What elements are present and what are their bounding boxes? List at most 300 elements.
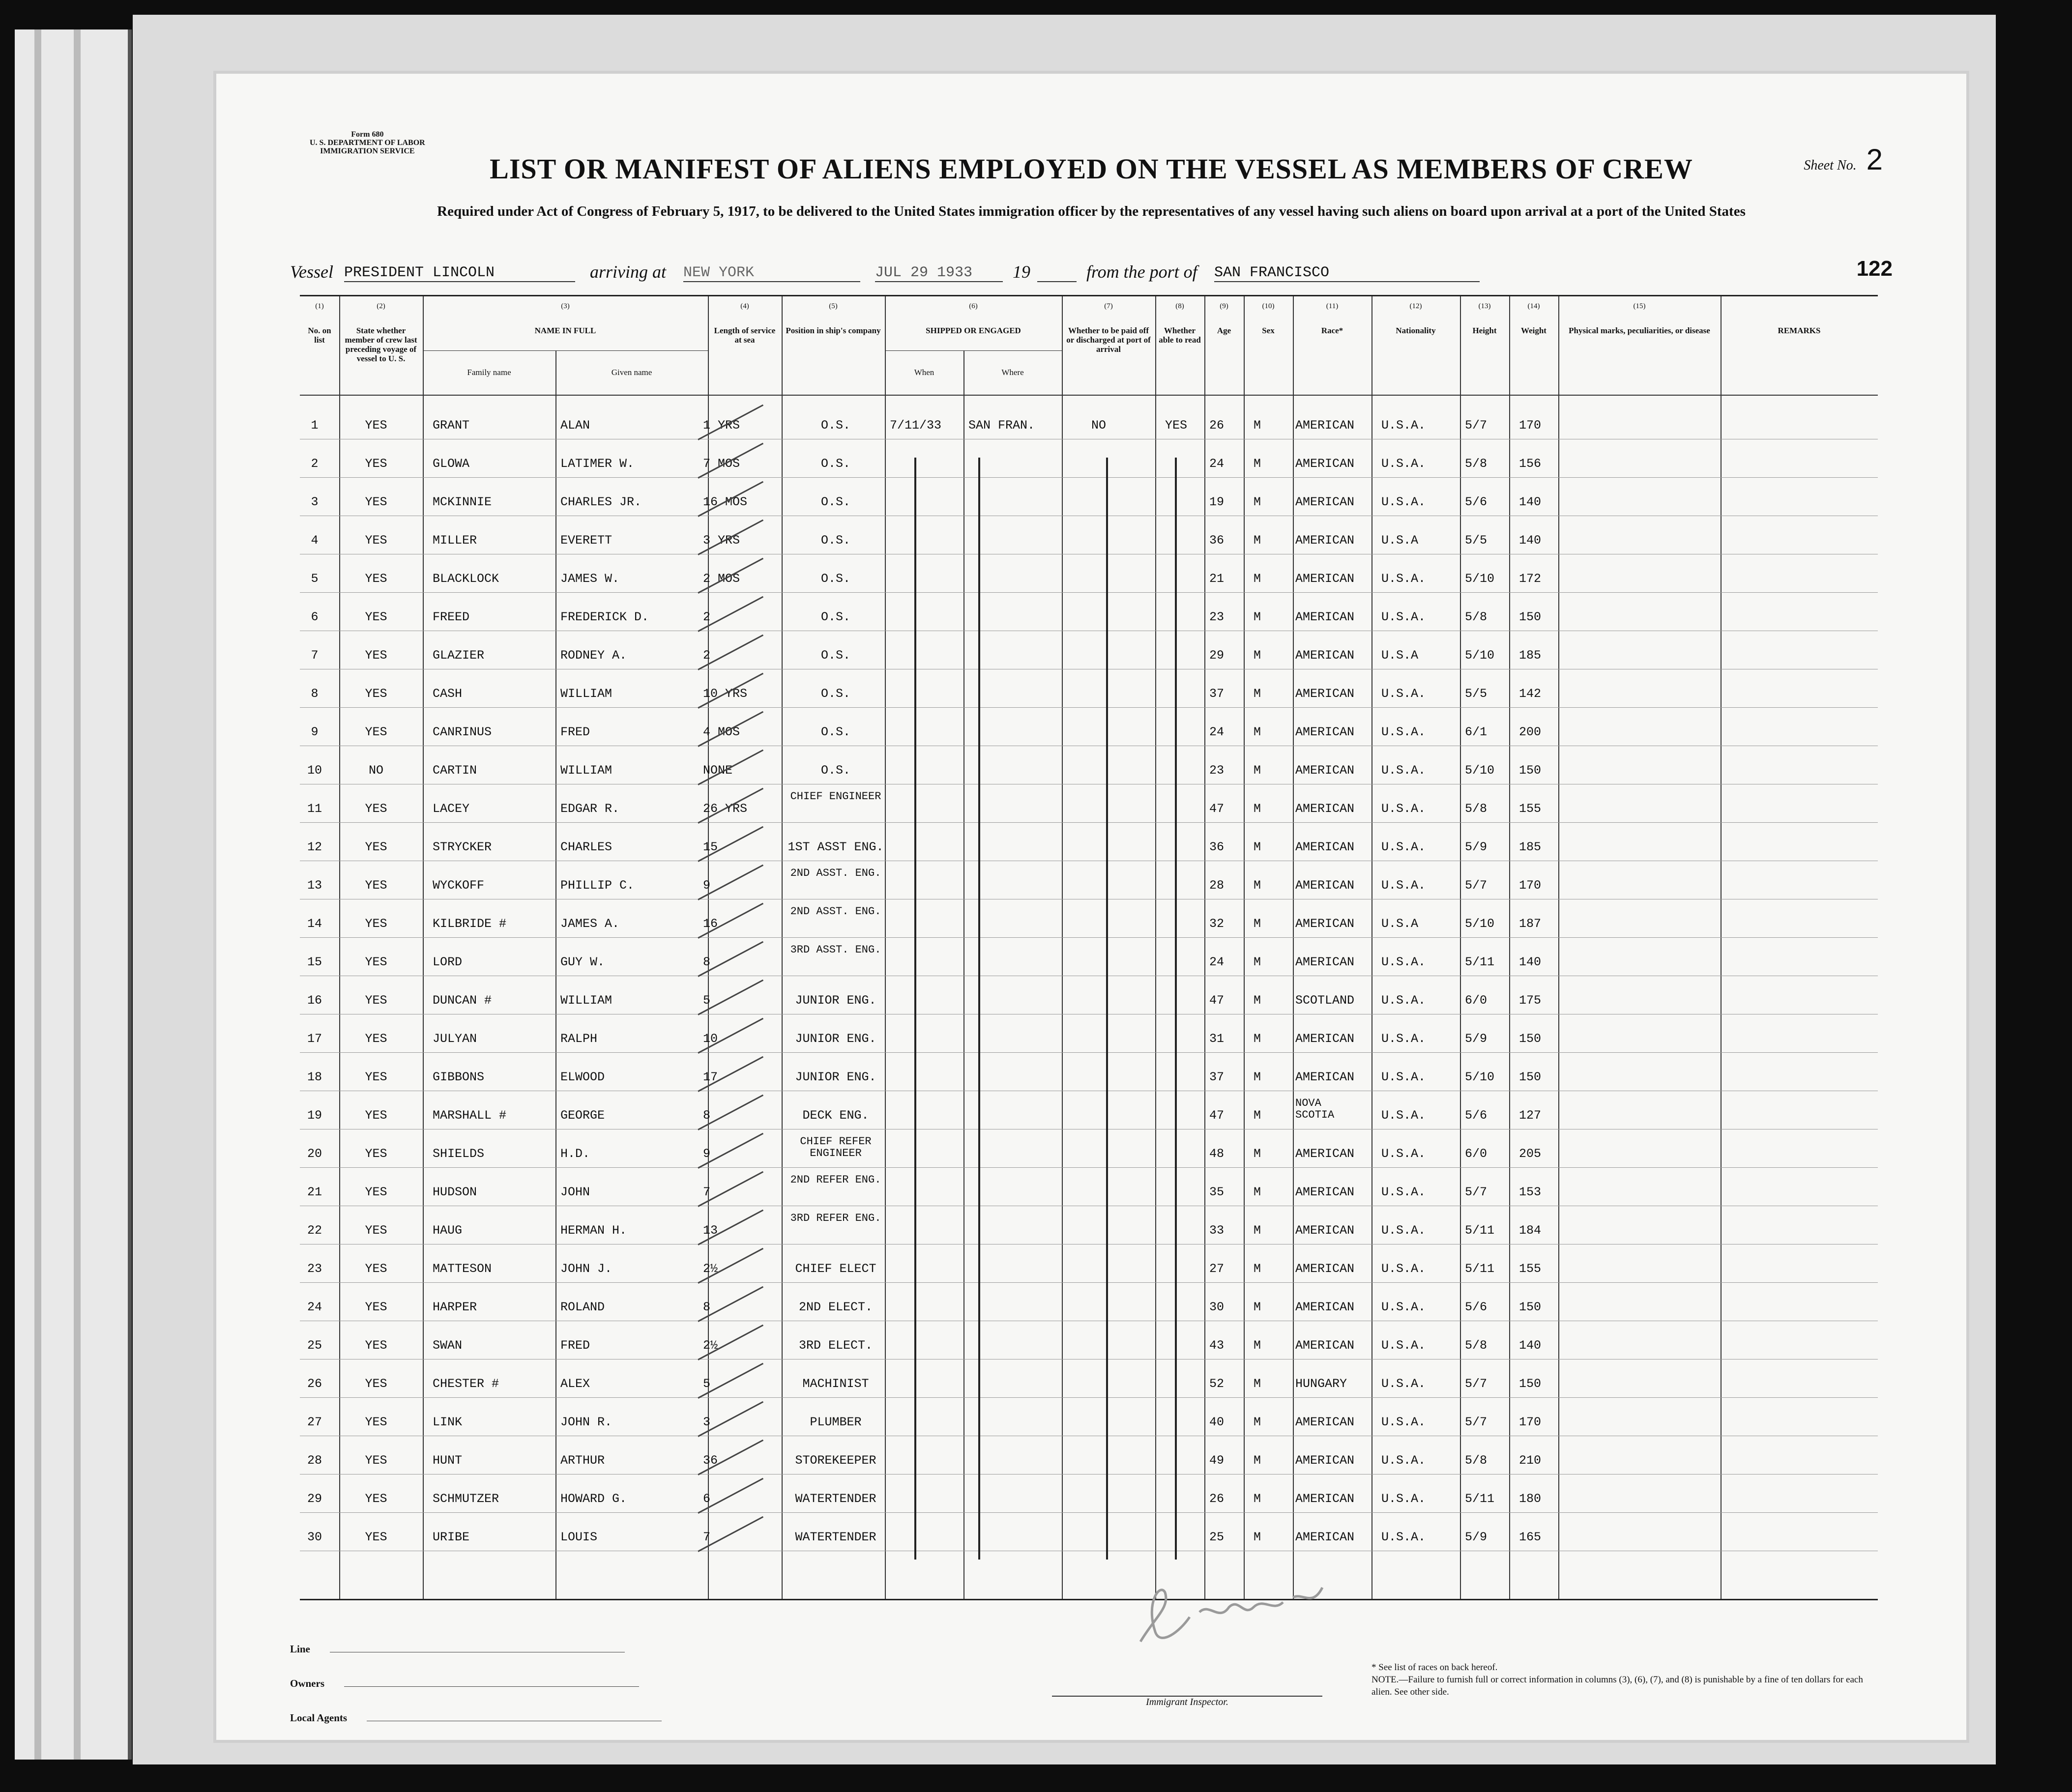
- column-rule: [1558, 296, 1559, 1599]
- row-rule: [300, 1512, 1878, 1513]
- cell-prev: YES: [365, 840, 387, 854]
- cell-position: 2ND ELECT.: [798, 1300, 873, 1314]
- cell-weight: 140: [1519, 1338, 1542, 1353]
- cell-height: 5/7: [1465, 1185, 1488, 1199]
- cell-position: 2ND REFER ENG.: [790, 1174, 881, 1186]
- cell-nat: U.S.A.: [1381, 1530, 1426, 1544]
- cell-no: 29: [307, 1492, 322, 1506]
- cell-service: 10: [703, 1032, 718, 1046]
- column-header: Nationality: [1396, 326, 1436, 335]
- cell-family: STRYCKER: [433, 840, 492, 854]
- cell-race: AMERICAN: [1295, 1185, 1355, 1199]
- cell-no: 6: [311, 610, 319, 624]
- cell-nat: U.S.A.: [1381, 802, 1426, 816]
- cell-position: STOREKEEPER: [795, 1453, 876, 1468]
- cell-position: O.S.: [820, 572, 850, 586]
- cell-age: 32: [1209, 917, 1225, 931]
- cell-sex: M: [1254, 1032, 1261, 1046]
- cell-weight: 150: [1519, 1300, 1542, 1314]
- cell-service: 7: [703, 1185, 711, 1199]
- cell-nat: U.S.A.: [1381, 840, 1426, 854]
- cell-race: AMERICAN: [1295, 1032, 1355, 1046]
- cell-weight: 140: [1519, 495, 1542, 509]
- owners-field: [290, 1666, 662, 1701]
- cell-age: 52: [1209, 1377, 1225, 1391]
- cell-sex: M: [1254, 495, 1261, 509]
- cell-nat: U.S.A.: [1381, 1147, 1426, 1161]
- cell-weight: 140: [1519, 533, 1542, 548]
- cell-position: O.S.: [820, 610, 850, 624]
- binder-edge: [15, 29, 132, 1760]
- column-number: (11): [1326, 302, 1339, 310]
- footer-fields: [290, 1632, 662, 1735]
- cell-service: 6: [703, 1492, 711, 1506]
- cell-service: 16: [703, 917, 718, 931]
- cell-nat: U.S.A.: [1381, 1338, 1426, 1353]
- year-field: [1037, 281, 1077, 282]
- cell-age: 29: [1209, 648, 1225, 663]
- cell-prev: YES: [365, 648, 387, 663]
- cell-given: HOWARD G.: [560, 1492, 627, 1506]
- column-rule: [1293, 296, 1294, 1599]
- cell-no: 13: [307, 878, 322, 893]
- cell-prev: YES: [365, 1338, 387, 1353]
- cell-age: 23: [1209, 763, 1225, 778]
- cell-no: 8: [311, 687, 319, 701]
- cell-position: WATERTENDER: [795, 1530, 876, 1544]
- cell-sex: M: [1254, 1070, 1261, 1084]
- cell-position: O.S.: [820, 725, 850, 739]
- cell-service: 9: [703, 1147, 711, 1161]
- cell-height: 5/8: [1465, 610, 1488, 624]
- page-subtitle: Required under Act of Congress of February 5, 1917, to be delivered to the United States immigration officer by the representatives of any vessel having such aliens on board upon arrival at a port of the United States: [437, 203, 1746, 219]
- cell-given: WILLIAM: [560, 687, 613, 701]
- cell-given: LOUIS: [560, 1530, 598, 1544]
- cell-service: NONE: [703, 763, 733, 778]
- cell-race: AMERICAN: [1295, 418, 1355, 433]
- cell-position: CHIEF REFER ENGINEER: [800, 1135, 872, 1159]
- cell-service: 5: [703, 993, 711, 1008]
- cell-prev: YES: [365, 1108, 387, 1123]
- cell-prev: YES: [365, 533, 387, 548]
- column-rule: [1509, 296, 1510, 1599]
- cell-sex: M: [1254, 1453, 1261, 1468]
- row-rule: [300, 1167, 1878, 1168]
- cell-service: 26 YRS: [703, 802, 748, 816]
- column-number: (4): [740, 302, 749, 310]
- cell-no: 12: [307, 840, 322, 854]
- cell-family: GLAZIER: [433, 648, 485, 663]
- cell-position: 3RD ELECT.: [798, 1338, 873, 1353]
- cell-no: 14: [307, 917, 322, 931]
- cell-position: O.S.: [820, 418, 850, 433]
- subcolumn-header: Where: [1001, 368, 1024, 377]
- cell-prev: YES: [365, 1185, 387, 1199]
- cell-age: 23: [1209, 610, 1225, 624]
- cell-no: 26: [307, 1377, 322, 1391]
- column-header: REMARKS: [1778, 326, 1821, 335]
- cell-age: 37: [1209, 1070, 1225, 1084]
- row-rule: [300, 937, 1878, 938]
- cell-given: JOHN: [560, 1185, 590, 1199]
- cell-prev: YES: [365, 418, 387, 433]
- cell-given: FRED: [560, 725, 590, 739]
- cell-race: AMERICAN: [1295, 1262, 1355, 1276]
- cell-weight: 175: [1519, 993, 1542, 1008]
- cell-sex: M: [1254, 457, 1261, 471]
- cell-height: 5/10: [1465, 763, 1495, 778]
- cell-sex: M: [1254, 1530, 1261, 1544]
- cell-service: 2½: [703, 1338, 718, 1353]
- cell-prev: YES: [365, 457, 387, 471]
- cell-prev: NO: [368, 763, 383, 778]
- cell-height: 5/11: [1465, 1223, 1495, 1238]
- cell-race: AMERICAN: [1295, 457, 1355, 471]
- cell-height: 5/9: [1465, 840, 1488, 854]
- cell-given: RODNEY A.: [560, 648, 627, 663]
- cell-prev: YES: [365, 802, 387, 816]
- column-header: Race*: [1321, 326, 1343, 335]
- ditto-mark: [978, 458, 980, 1560]
- subcolumn-header: Given name: [611, 368, 652, 377]
- cell-given: FREDERICK D.: [560, 610, 649, 624]
- form-header: [310, 130, 425, 155]
- cell-no: 25: [307, 1338, 322, 1353]
- cell-weight: 153: [1519, 1185, 1542, 1199]
- column-header: SHIPPED OR ENGAGED: [926, 326, 1021, 335]
- column-rule: [1062, 296, 1063, 1599]
- sheet-value: 2: [1866, 143, 1883, 176]
- cell-no: 11: [307, 802, 322, 816]
- cell-age: 26: [1209, 1492, 1225, 1506]
- cell-prev: YES: [365, 1415, 387, 1429]
- cell-given: PHILLIP C.: [560, 878, 635, 893]
- cell-position: O.S.: [820, 687, 850, 701]
- cell-height: 5/9: [1465, 1530, 1488, 1544]
- row-rule: [300, 477, 1878, 478]
- cell-weight: 172: [1519, 572, 1542, 586]
- cell-nat: U.S.A.: [1381, 1300, 1426, 1314]
- cell-nat: U.S.A: [1381, 533, 1419, 548]
- cell-nat: U.S.A.: [1381, 1185, 1426, 1199]
- cell-given: ALAN: [560, 418, 590, 433]
- cell-no: 23: [307, 1262, 322, 1276]
- cell-no: 10: [307, 763, 322, 778]
- cell-nat: U.S.A.: [1381, 725, 1426, 739]
- cell-race: AMERICAN: [1295, 495, 1355, 509]
- cell-family: MATTESON: [433, 1262, 492, 1276]
- column-header: Physical marks, peculiarities, or disease: [1569, 326, 1710, 335]
- cell-race: AMERICAN: [1295, 878, 1355, 893]
- cell-weight: 210: [1519, 1453, 1542, 1468]
- cell-service: 17: [703, 1070, 718, 1084]
- column-number: (2): [377, 302, 385, 310]
- column-header: Whether able to read: [1159, 326, 1201, 345]
- cell-no: 3: [311, 495, 319, 509]
- column-rule: [423, 296, 424, 1599]
- cell-race: AMERICAN: [1295, 1223, 1355, 1238]
- cell-given: JOHN J.: [560, 1262, 613, 1276]
- cell-weight: 150: [1519, 1070, 1542, 1084]
- line-label: Line: [290, 1643, 310, 1655]
- cell-given: JAMES A.: [560, 917, 620, 931]
- cell-prev: YES: [365, 1070, 387, 1084]
- column-number: (5): [829, 302, 838, 310]
- cell-age: 31: [1209, 1032, 1225, 1046]
- cell-given: WILLIAM: [560, 763, 613, 778]
- cell-sex: M: [1254, 1492, 1261, 1506]
- cell-height: 6/0: [1465, 993, 1488, 1008]
- cell-age: 21: [1209, 572, 1225, 586]
- cell-given: ROLAND: [560, 1300, 605, 1314]
- cell-given: JOHN R.: [560, 1415, 613, 1429]
- cell-family: SWAN: [433, 1338, 463, 1353]
- cell-service: 1 YRS: [703, 418, 740, 433]
- binder-strip: [34, 29, 41, 1760]
- cell-age: 28: [1209, 878, 1225, 893]
- cell-position: 3RD REFER ENG.: [790, 1212, 881, 1224]
- cell-race: AMERICAN: [1295, 1453, 1355, 1468]
- cell-race: AMERICAN: [1295, 840, 1355, 854]
- cell-given: GUY W.: [560, 955, 605, 969]
- service: IMMIGRATION SERVICE: [320, 147, 415, 155]
- cell-position: O.S.: [820, 495, 850, 509]
- vessel-line: [290, 256, 1888, 285]
- cell-nat: U.S.A.: [1381, 1453, 1426, 1468]
- cell-weight: 184: [1519, 1223, 1542, 1238]
- cell-weight: 205: [1519, 1147, 1542, 1161]
- cell-weight: 187: [1519, 917, 1542, 931]
- cell-service: 2: [703, 648, 711, 663]
- cell-race: AMERICAN: [1295, 610, 1355, 624]
- cell-age: 37: [1209, 687, 1225, 701]
- subcolumn-header: When: [914, 368, 934, 377]
- cell-sex: M: [1254, 610, 1261, 624]
- cell-race: AMERICAN: [1295, 1530, 1355, 1544]
- cell-prev: YES: [365, 1453, 387, 1468]
- cell-height: 5/9: [1465, 1032, 1488, 1046]
- cell-nat: U.S.A.: [1381, 1223, 1426, 1238]
- cell-service: 3 YRS: [703, 533, 740, 548]
- cell-position: PLUMBER: [810, 1415, 862, 1429]
- cell-race: AMERICAN: [1295, 1070, 1355, 1084]
- cell-nat: U.S.A.: [1381, 1492, 1426, 1506]
- cell-race: AMERICAN: [1295, 1415, 1355, 1429]
- cell-height: 5/10: [1465, 572, 1495, 586]
- cell-weight: 170: [1519, 878, 1542, 893]
- cell-position: O.S.: [820, 533, 850, 548]
- cell-height: 6/1: [1465, 725, 1488, 739]
- cell-sex: M: [1254, 725, 1261, 739]
- cell-height: 5/11: [1465, 1262, 1495, 1276]
- cell-nat: U.S.A.: [1381, 610, 1426, 624]
- cell-sex: M: [1254, 1338, 1261, 1353]
- cell-nat: U.S.A.: [1381, 1262, 1426, 1276]
- cell-no: 5: [311, 572, 319, 586]
- cell-height: 5/8: [1465, 802, 1488, 816]
- cell-position: WATERTENDER: [795, 1492, 876, 1506]
- cell-given: FRED: [560, 1338, 590, 1353]
- cell-prev: YES: [365, 1032, 387, 1046]
- manifest-page: [216, 74, 1966, 1740]
- cell-weight: 140: [1519, 955, 1542, 969]
- cell-prev: YES: [365, 878, 387, 893]
- cell-nat: U.S.A.: [1381, 1032, 1426, 1046]
- cell-family: HUNT: [433, 1453, 463, 1468]
- cell-nat: U.S.A.: [1381, 1070, 1426, 1084]
- cell-position: 3RD ASST. ENG.: [790, 944, 881, 956]
- cell-weight: 155: [1519, 1262, 1542, 1276]
- cell-given: JAMES W.: [560, 572, 620, 586]
- line-field: [290, 1632, 662, 1666]
- cell-sex: M: [1254, 917, 1261, 931]
- cell-weight: 150: [1519, 1377, 1542, 1391]
- cell-prev: YES: [365, 572, 387, 586]
- cell-prev: YES: [365, 1377, 387, 1391]
- cell-age: 30: [1209, 1300, 1225, 1314]
- cell-sex: M: [1254, 1262, 1261, 1276]
- column-rule: [782, 296, 783, 1599]
- cell-sex: M: [1254, 1377, 1261, 1391]
- cell-race: AMERICAN: [1295, 802, 1355, 816]
- cell-height: 5/7: [1465, 878, 1488, 893]
- cell-prev: YES: [365, 993, 387, 1008]
- cell-height: 5/5: [1465, 687, 1488, 701]
- column-header: Height: [1472, 326, 1497, 335]
- agents-field: [290, 1701, 662, 1735]
- cell-family: CARTIN: [433, 763, 477, 778]
- cell-given: CHARLES: [560, 840, 613, 854]
- cell-prev: YES: [365, 1223, 387, 1238]
- cell-family: MCKINNIE: [433, 495, 492, 509]
- cell-race: AMERICAN: [1295, 648, 1355, 663]
- cell-height: 5/8: [1465, 1338, 1488, 1353]
- cell-position: 2ND ASST. ENG.: [790, 867, 881, 879]
- vessel-label: Vessel: [290, 262, 333, 282]
- row-rule: [300, 1052, 1878, 1053]
- cell-weight: 155: [1519, 802, 1542, 816]
- page-title: LIST OR MANIFEST OF ALIENS EMPLOYED ON THE VESSEL AS MEMBERS OF CREW: [490, 153, 1693, 185]
- cell-nat: U.S.A: [1381, 917, 1419, 931]
- cell-given: HERMAN H.: [560, 1223, 627, 1238]
- subcolumn-rule: [555, 350, 556, 1599]
- cell-race: AMERICAN: [1295, 1147, 1355, 1161]
- cell-height: 5/7: [1465, 418, 1488, 433]
- cell-age: 24: [1209, 725, 1225, 739]
- column-rule: [1460, 296, 1461, 1599]
- column-number: (3): [561, 302, 570, 310]
- cell-race: AMERICAN: [1295, 572, 1355, 586]
- cell-no: 27: [307, 1415, 322, 1429]
- cell-nat: U.S.A.: [1381, 955, 1426, 969]
- cell-sex: M: [1254, 533, 1261, 548]
- column-number: (9): [1220, 302, 1228, 310]
- row-rule: [300, 592, 1878, 593]
- cell-prev: YES: [365, 725, 387, 739]
- cell-nat: U.S.A.: [1381, 878, 1426, 893]
- cell-prev: YES: [365, 1492, 387, 1506]
- cell-no: 24: [307, 1300, 322, 1314]
- column-header: Whether to be paid off or discharged at port of arrival: [1066, 326, 1151, 354]
- race-note: * See list of races on back hereof.: [1372, 1662, 1498, 1673]
- cell-weight: 156: [1519, 457, 1542, 471]
- cell-service: 2: [703, 610, 711, 624]
- cell-service: 36: [703, 1453, 718, 1468]
- cell-nat: U.S.A.: [1381, 418, 1426, 433]
- form-number: Form 680: [351, 130, 384, 139]
- cell-given: WILLIAM: [560, 993, 613, 1008]
- cell-given: H.D.: [560, 1147, 590, 1161]
- cell-age: 43: [1209, 1338, 1225, 1353]
- cell-family: GLOWA: [433, 457, 470, 471]
- cell-no: 18: [307, 1070, 322, 1084]
- cell-no: 28: [307, 1453, 322, 1468]
- cell-weight: 180: [1519, 1492, 1542, 1506]
- cell-race: HUNGARY: [1295, 1377, 1347, 1391]
- cell-family: LACEY: [433, 802, 470, 816]
- page-number: 122: [1856, 257, 1893, 281]
- cell-position: O.S.: [820, 648, 850, 663]
- cell-family: HAUG: [433, 1223, 463, 1238]
- cell-family: KILBRIDE #: [433, 917, 507, 931]
- cell-no: 20: [307, 1147, 322, 1161]
- column-number: (7): [1104, 302, 1113, 310]
- cell-given: EDGAR R.: [560, 802, 620, 816]
- cell-given: RALPH: [560, 1032, 598, 1046]
- cell-where: SAN FRAN.: [968, 418, 1035, 433]
- cell-position: DECK ENG.: [802, 1108, 869, 1123]
- column-header: Age: [1217, 326, 1231, 335]
- cell-paid: NO: [1091, 418, 1107, 433]
- cell-prev: YES: [365, 1300, 387, 1314]
- cell-sex: M: [1254, 418, 1261, 433]
- cell-nat: U.S.A.: [1381, 1108, 1426, 1123]
- cell-nat: U.S.A.: [1381, 993, 1426, 1008]
- cell-prev: YES: [365, 1147, 387, 1161]
- cell-race: AMERICAN: [1295, 1300, 1355, 1314]
- vessel-name: PRESIDENT LINCOLN: [344, 264, 575, 282]
- department: U. S. DEPARTMENT OF LABOR: [310, 139, 425, 147]
- cell-service: 10 YRS: [703, 687, 748, 701]
- cell-no: 1: [311, 418, 319, 433]
- column-number: (15): [1633, 302, 1646, 310]
- cell-age: 36: [1209, 840, 1225, 854]
- cell-given: ALEX: [560, 1377, 590, 1391]
- cell-no: 17: [307, 1032, 322, 1046]
- cell-nat: U.S.A.: [1381, 457, 1426, 471]
- cell-service: 13: [703, 1223, 718, 1238]
- cell-family: DUNCAN #: [433, 993, 492, 1008]
- cell-service: 9: [703, 878, 711, 893]
- cell-weight: 142: [1519, 687, 1542, 701]
- cell-given: LATIMER W.: [560, 457, 635, 471]
- column-number: (1): [315, 302, 324, 310]
- cell-position: 2ND ASST. ENG.: [790, 905, 881, 918]
- cell-service: 16 MOS: [703, 495, 748, 509]
- cell-family: GIBBONS: [433, 1070, 485, 1084]
- cell-age: 27: [1209, 1262, 1225, 1276]
- cell-position: JUNIOR ENG.: [795, 1070, 876, 1084]
- cell-position: CHIEF ELECT: [795, 1262, 876, 1276]
- cell-sex: M: [1254, 1300, 1261, 1314]
- cell-position: JUNIOR ENG.: [795, 993, 876, 1008]
- fine-note: NOTE.—Failure to furnish full or correct information in columns (3), (6), (7), and (8) is punishable by a fine of ten dollars for each alien. See other side.: [1372, 1675, 1863, 1697]
- cell-age: 24: [1209, 457, 1225, 471]
- footer-notes: [1372, 1661, 1863, 1698]
- cell-family: URIBE: [433, 1530, 470, 1544]
- cell-given: EVERETT: [560, 533, 613, 548]
- cell-race: AMERICAN: [1295, 1492, 1355, 1506]
